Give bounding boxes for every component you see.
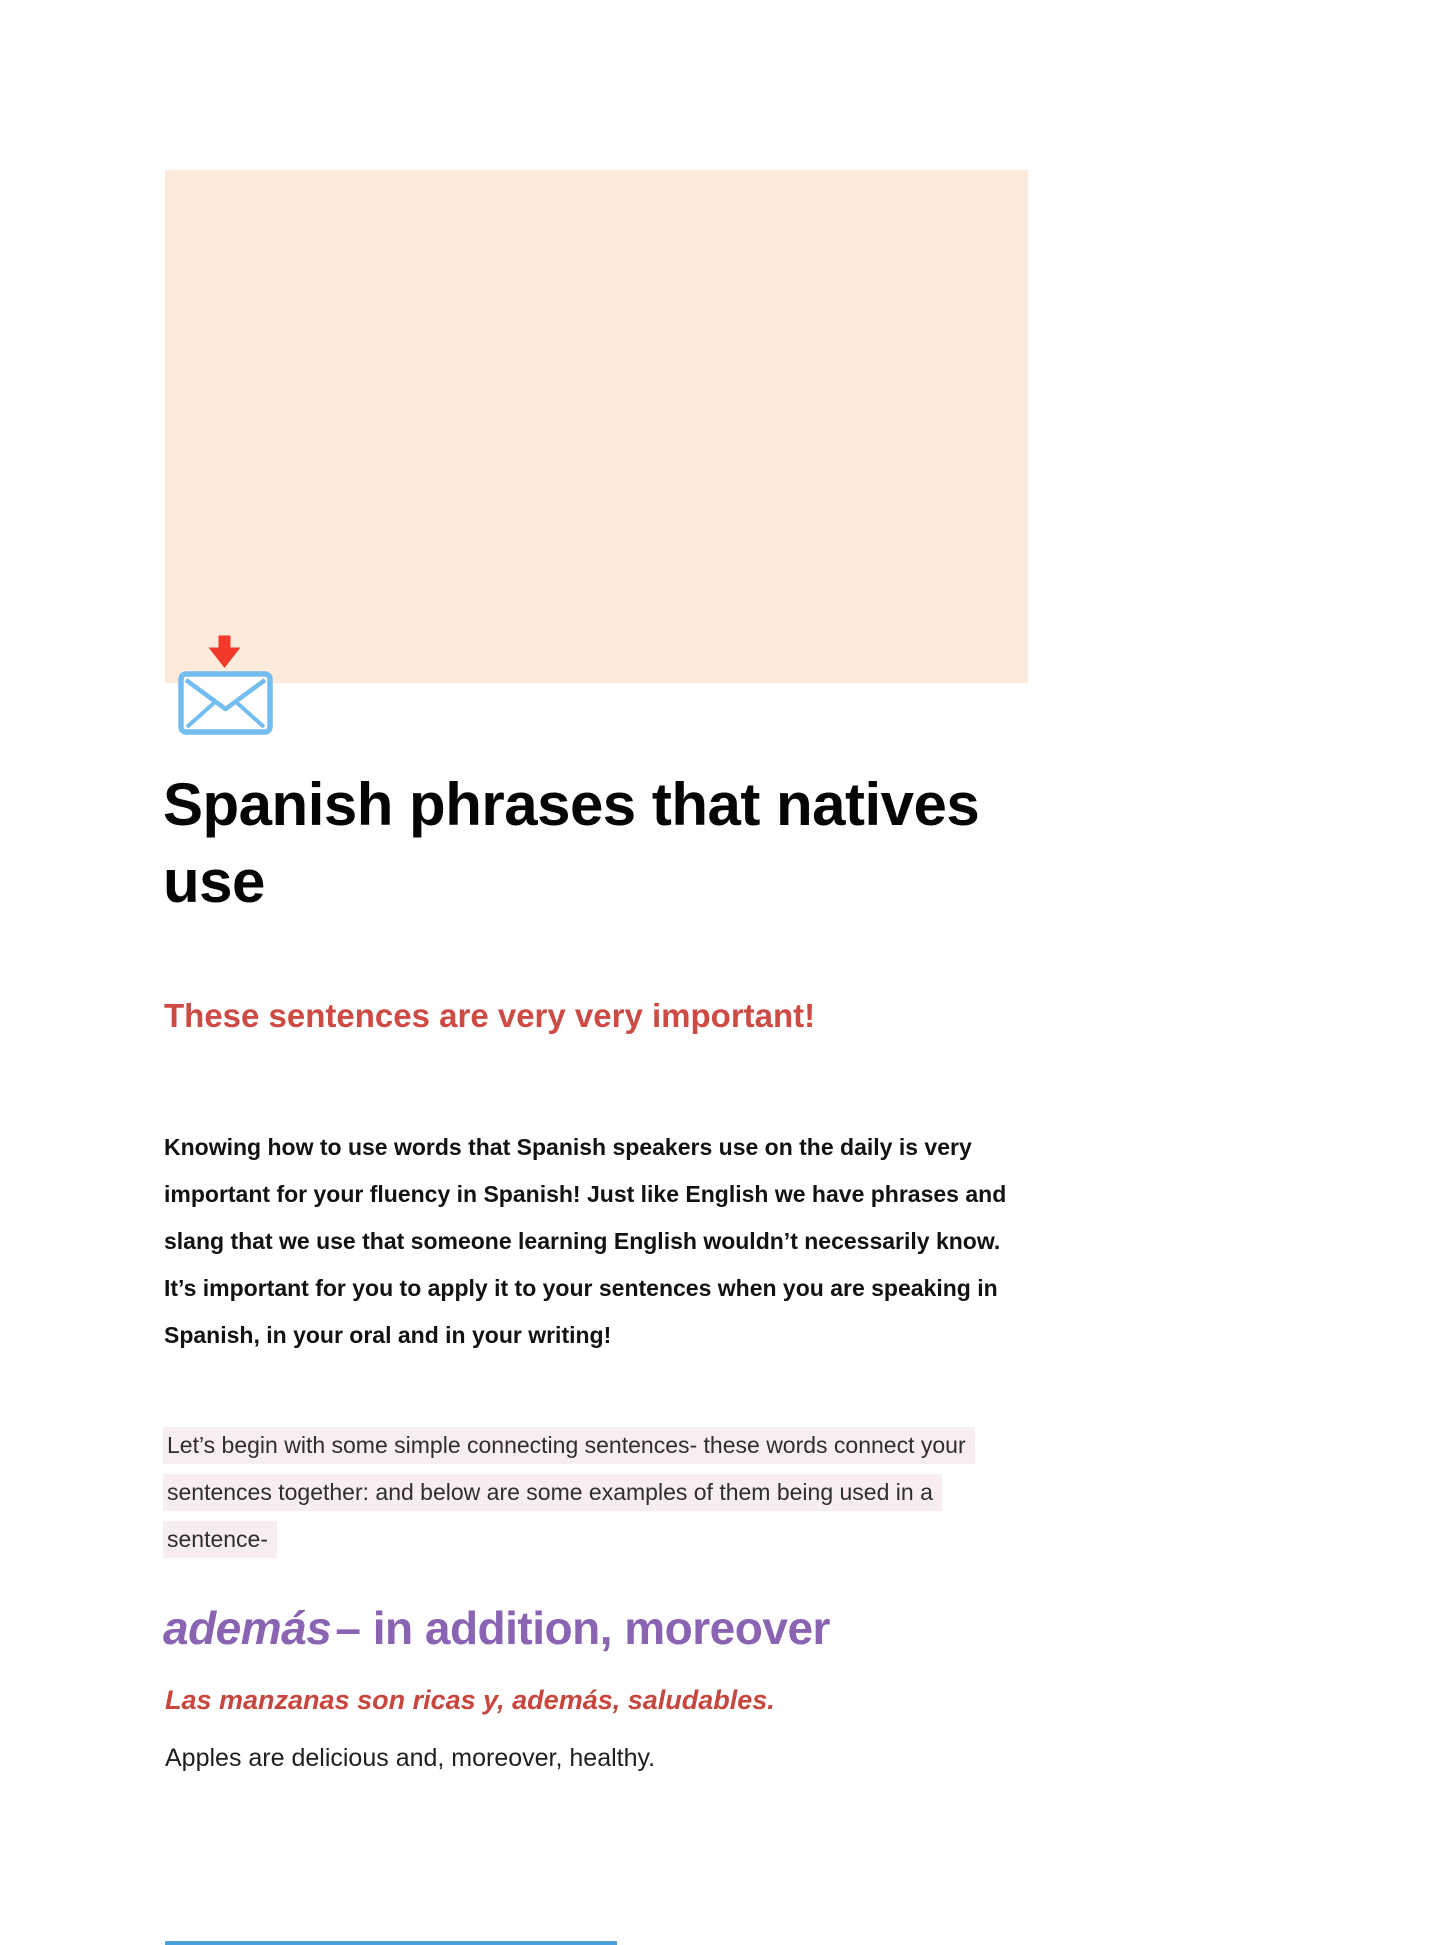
intro-line: Knowing how to use words that Spanish speakers use on the daily is very	[164, 1134, 972, 1160]
intro-line: Spanish, in your oral and in your writing!	[164, 1322, 612, 1348]
intro-line: important for your fluency in Spanish! Just like English we have phrases and	[164, 1181, 1007, 1207]
highlighted-text: sentences together: and below are some examples of them being used in a	[163, 1474, 942, 1511]
highlighted-line	[167, 1516, 1167, 1563]
spanish-term: además	[163, 1602, 332, 1654]
page-title-line-1: Spanish phrases that natives	[163, 771, 980, 838]
term-definition: – in addition, moreover	[335, 1602, 830, 1654]
subtitle: These sentences are very very important!	[164, 997, 816, 1034]
intro-paragraph	[164, 1124, 1164, 1359]
down-arrow-icon	[206, 635, 243, 669]
page-title	[163, 766, 1163, 920]
section-heading-ademas	[163, 1600, 1163, 1656]
highlighted-line	[167, 1422, 1167, 1469]
intro-line: slang that we use that someone learning English wouldn’t necessarily know.	[164, 1228, 1001, 1254]
english-translation-sentence: Apples are delicious and, moreover, healthy.	[165, 1744, 656, 1772]
envelope-icon	[178, 671, 273, 735]
highlighted-text: Let’s begin with some simple connecting sentences- these words connect your	[163, 1427, 975, 1464]
highlighted-line	[167, 1469, 1167, 1516]
highlighted-paragraph	[167, 1422, 1167, 1563]
hero-image-placeholder	[165, 170, 1028, 683]
next-section-highlight-sliver	[165, 1941, 617, 1945]
page-title-line-2: use	[163, 848, 265, 915]
spanish-example-sentence: Las manzanas son ricas y, además, saludables.	[165, 1685, 775, 1715]
highlighted-text: sentence-	[163, 1521, 277, 1558]
intro-line: It’s important for you to apply it to your sentences when you are speaking in	[164, 1275, 998, 1301]
